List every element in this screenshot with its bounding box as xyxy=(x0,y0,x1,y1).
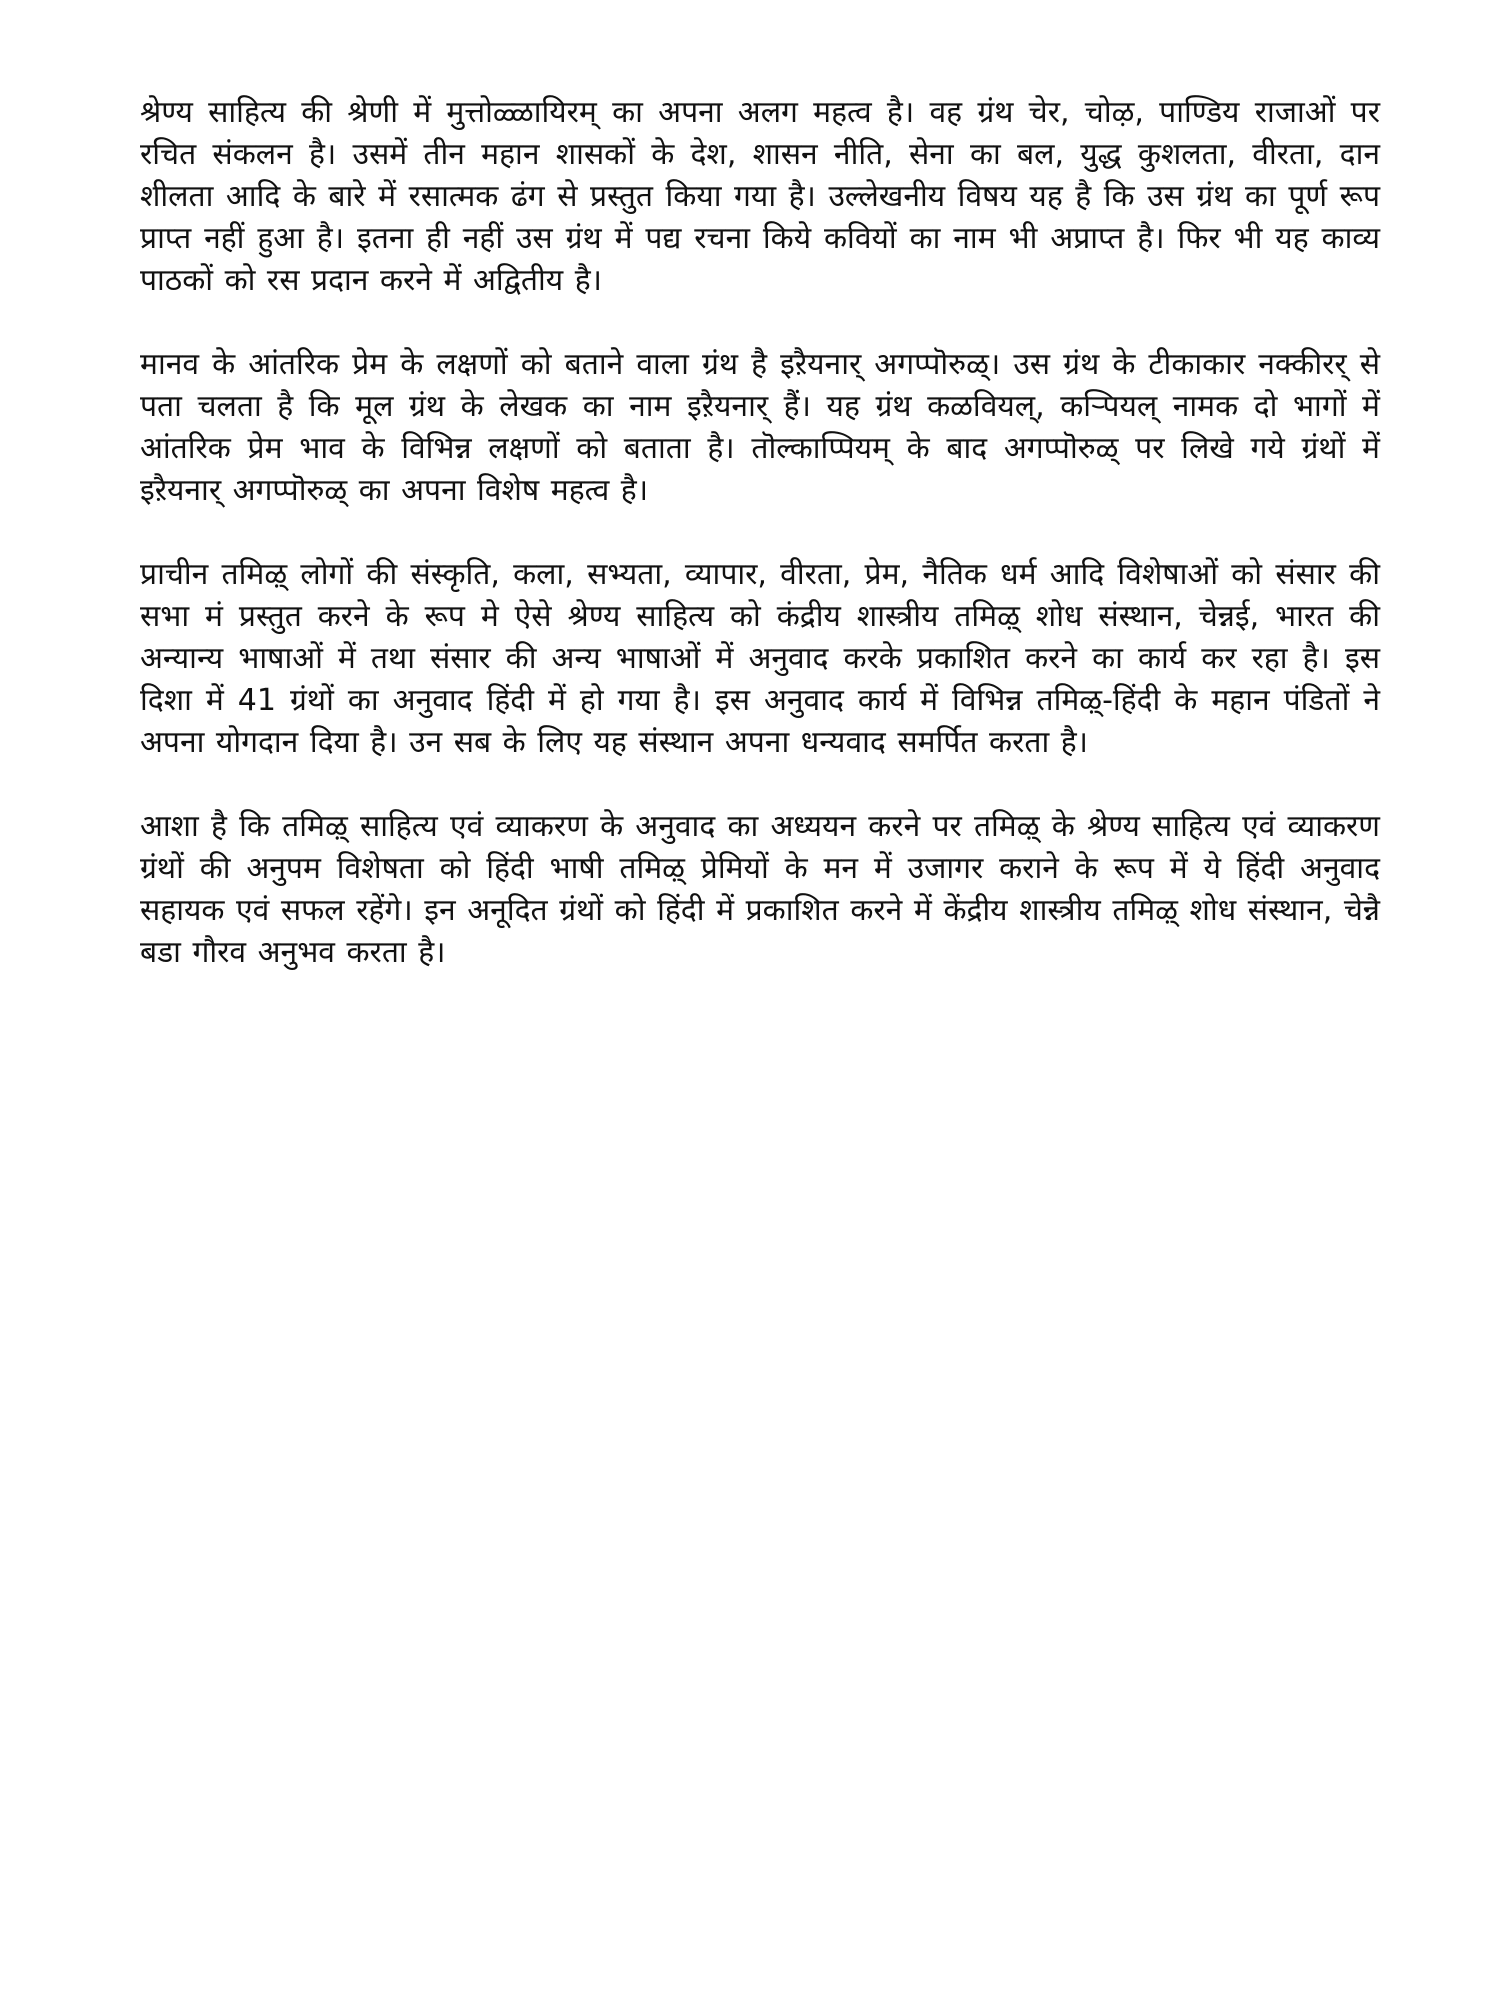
paragraph-4: आशा है कि तमिऴ् साहित्य एवं व्याकरण के अनुवाद का अध्ययन करने पर तमिऴ् के श्रेण्य साहित्य एवं व्याकरण ग्रंथों की अनुपम विशेषता को हिंदी भाषी तमिऴ् प्रेमियों के मन में उजागर कराने के रूप में ये हिंदी अनुवाद सहायक एवं सफल रहेंगे। इन अनूदित ग्रंथों को हिंदी में प्रकाशित करने में केंद्रीय शास्त्रीय तमिऴ् शोध संस्थान, चेन्नै बडा गौरव अनुभव करता है। xyxy=(140,809,1380,970)
paragraph-1: श्रेण्य साहित्य की श्रेणी में मुत्तोळ्ळायिरम् का अपना अलग महत्व है। वह ग्रंथ चेर, चोऴ, पाण्डिय राजाओं पर रचित संकलन है। उसमें तीन महान शासकों के देश, शासन नीति, सेना का बल, युद्ध कुशलता, वीरता, दान शीलता आदि के बारे में रसात्मक ढंग से प्रस्तुत किया गया है। उल्लेखनीय विषय यह है कि उस ग्रंथ का पूर्ण रूप प्राप्त नहीं हुआ है। इतना ही नहीं उस ग्रंथ में पद्य रचना किये कवियों का नाम भी अप्राप्त है। फिर भी यह काव्य पाठकों को रस प्रदान करने में अद्वितीय है। xyxy=(140,95,1380,298)
paragraph-2: मानव के आंतरिक प्रेम के लक्षणों को बताने वाला ग्रंथ है इऱैयनार् अगप्पॊरुळ्। उस ग्रंथ के टीकाकार नक्कीरर् से पता चलता है कि मूल ग्रंथ के लेखक का नाम इऱैयनार् हैं। यह ग्रंथ कळवियल्, कऱ्पियल् नामक दो भागों में आंतरिक प्रेम भाव के विभिन्न लक्षणों को बताता है। तॊल्काप्पियम् के बाद अगप्पॊरुळ् पर लिखे गये ग्रंथों में इऱैयनार् अगप्पॊरुळ् का अपना विशेष महत्व है। xyxy=(140,347,1380,508)
paragraph-3: प्राचीन तमिऴ् लोगों की संस्कृति, कला, सभ्यता, व्यापार, वीरता, प्रेम, नैतिक धर्म आदि विशेषाओं को संसार की सभा मं प्रस्तुत करने के रूप मे ऐसे श्रेण्य साहित्य को कंद्रीय शास्त्रीय तमिऴ् शोध संस्थान, चेन्नई, भारत की अन्यान्य भाषाओं में तथा संसार की अन्य भाषाओं में अनुवाद करके प्रकाशित करने का कार्य कर रहा है। इस दिशा में 41 ग्रंथों का अनुवाद हिंदी में हो गया है। इस अनुवाद कार्य में विभिन्न तमिऴ्-हिंदी के महान पंडितों ने अपना योगदान दिया है। उन सब के लिए यह संस्थान अपना धन्यवाद समर्पित करता है। xyxy=(140,557,1380,760)
document-body xyxy=(140,92,1380,974)
